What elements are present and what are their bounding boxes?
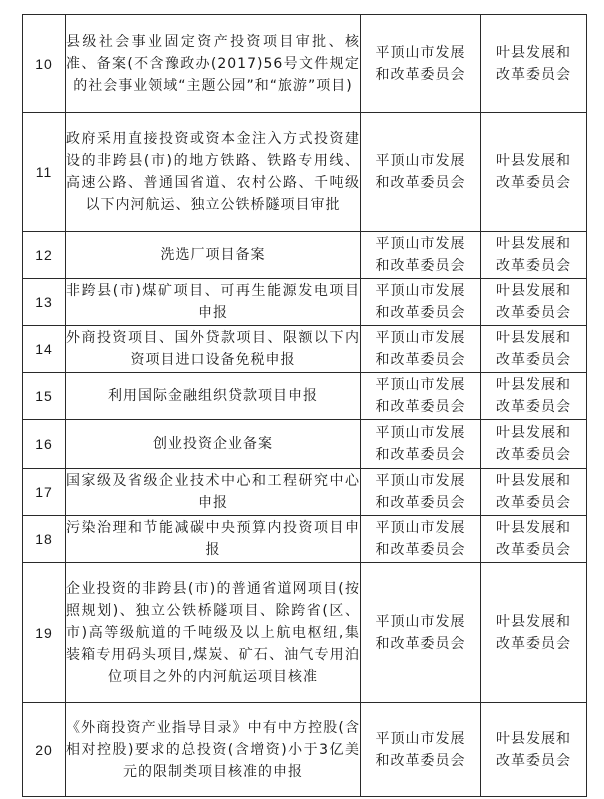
item-text: 利用国际金融组织贷款项目申报 <box>108 388 318 404</box>
row-number: 16 <box>23 420 66 469</box>
county-authority: 叶县发展和 改革委员会 <box>481 326 587 373</box>
item-text: 企业投资的非跨县(市)的普通省道网项目(按照规划)、独立公铁桥隧项目、除跨省(区、市)高等级航道的千吨级及以上航电枢纽,集装箱专用码头项目,煤炭、矿石、油气专用泊位项目之外的内河航运项目核准 <box>66 580 360 685</box>
item-text: 政府采用直接投资或资本金注入方式投资建设的非跨县(市)的地方铁路、铁路专用线、高速公路、普通国省道、农村公路、千吨级以下内河航运、独立公铁桥隧项目审批 <box>66 131 360 213</box>
table-row <box>23 15 587 113</box>
item-text: 非跨县(市)煤矿项目、可再生能源发电项目申报 <box>66 283 360 321</box>
item-description <box>66 279 361 326</box>
row-number: 19 <box>23 563 66 703</box>
item-text: 国家级及省级企业技术中心和工程研究中心申报 <box>66 473 360 511</box>
row-number: 18 <box>23 516 66 563</box>
county-authority: 叶县发展和 改革委员会 <box>481 232 587 279</box>
item-description <box>66 15 361 113</box>
city-authority: 平顶山市发展 和改革委员会 <box>361 232 481 279</box>
city-authority: 平顶山市发展 和改革委员会 <box>361 279 481 326</box>
item-description <box>66 469 361 516</box>
item-description <box>66 516 361 563</box>
table-row <box>23 516 587 563</box>
item-description <box>66 563 361 703</box>
table-row <box>23 279 587 326</box>
item-text: 《外商投资产业指导目录》中有中方控股(含相对控股)要求的总投资(含增资)小于3亿美元的限制类项目核准的申报 <box>66 719 360 780</box>
city-authority: 平顶山市发展 和改革委员会 <box>361 420 481 469</box>
city-authority: 平顶山市发展 和改革委员会 <box>361 373 481 420</box>
table-row <box>23 469 587 516</box>
item-description <box>66 703 361 797</box>
city-authority: 平顶山市发展 和改革委员会 <box>361 563 481 703</box>
county-authority: 叶县发展和 改革委员会 <box>481 469 587 516</box>
row-number: 20 <box>23 703 66 797</box>
item-description <box>66 113 361 232</box>
item-description <box>66 420 361 469</box>
county-authority: 叶县发展和 改革委员会 <box>481 279 587 326</box>
item-text: 外商投资项目、国外贷款项目、限额以下内资项目进口设备免税申报 <box>66 330 360 368</box>
table-row <box>23 232 587 279</box>
county-authority: 叶县发展和 改革委员会 <box>481 15 587 113</box>
approval-items-table <box>22 14 587 797</box>
item-text: 洗选厂项目备案 <box>160 247 266 263</box>
county-authority: 叶县发展和 改革委员会 <box>481 703 587 797</box>
row-number: 17 <box>23 469 66 516</box>
county-authority: 叶县发展和 改革委员会 <box>481 516 587 563</box>
table-row <box>23 563 587 703</box>
item-description <box>66 326 361 373</box>
city-authority: 平顶山市发展 和改革委员会 <box>361 15 481 113</box>
table-row <box>23 420 587 469</box>
row-number: 15 <box>23 373 66 420</box>
county-authority: 叶县发展和 改革委员会 <box>481 373 587 420</box>
row-number: 10 <box>23 15 66 113</box>
city-authority: 平顶山市发展 和改革委员会 <box>361 469 481 516</box>
row-number: 11 <box>23 113 66 232</box>
row-number: 13 <box>23 279 66 326</box>
item-text: 创业投资企业备案 <box>153 436 273 452</box>
table-row <box>23 113 587 232</box>
county-authority: 叶县发展和 改革委员会 <box>481 113 587 232</box>
table-row <box>23 373 587 420</box>
county-authority: 叶县发展和 改革委员会 <box>481 420 587 469</box>
county-authority: 叶县发展和 改革委员会 <box>481 563 587 703</box>
city-authority: 平顶山市发展 和改革委员会 <box>361 113 481 232</box>
table-row <box>23 326 587 373</box>
city-authority: 平顶山市发展 和改革委员会 <box>361 516 481 563</box>
item-description <box>66 232 361 279</box>
city-authority: 平顶山市发展 和改革委员会 <box>361 326 481 373</box>
item-text: 县级社会事业固定资产投资项目审批、核准、备案(不含豫政办(2017)56号文件规定的社会事业领域“主题公园”和“旅游”项目) <box>66 33 360 94</box>
row-number: 14 <box>23 326 66 373</box>
city-authority: 平顶山市发展 和改革委员会 <box>361 703 481 797</box>
row-number: 12 <box>23 232 66 279</box>
item-description <box>66 373 361 420</box>
table-row <box>23 703 587 797</box>
item-text: 污染治理和节能减碳中央预算内投资项目申报 <box>66 520 360 558</box>
